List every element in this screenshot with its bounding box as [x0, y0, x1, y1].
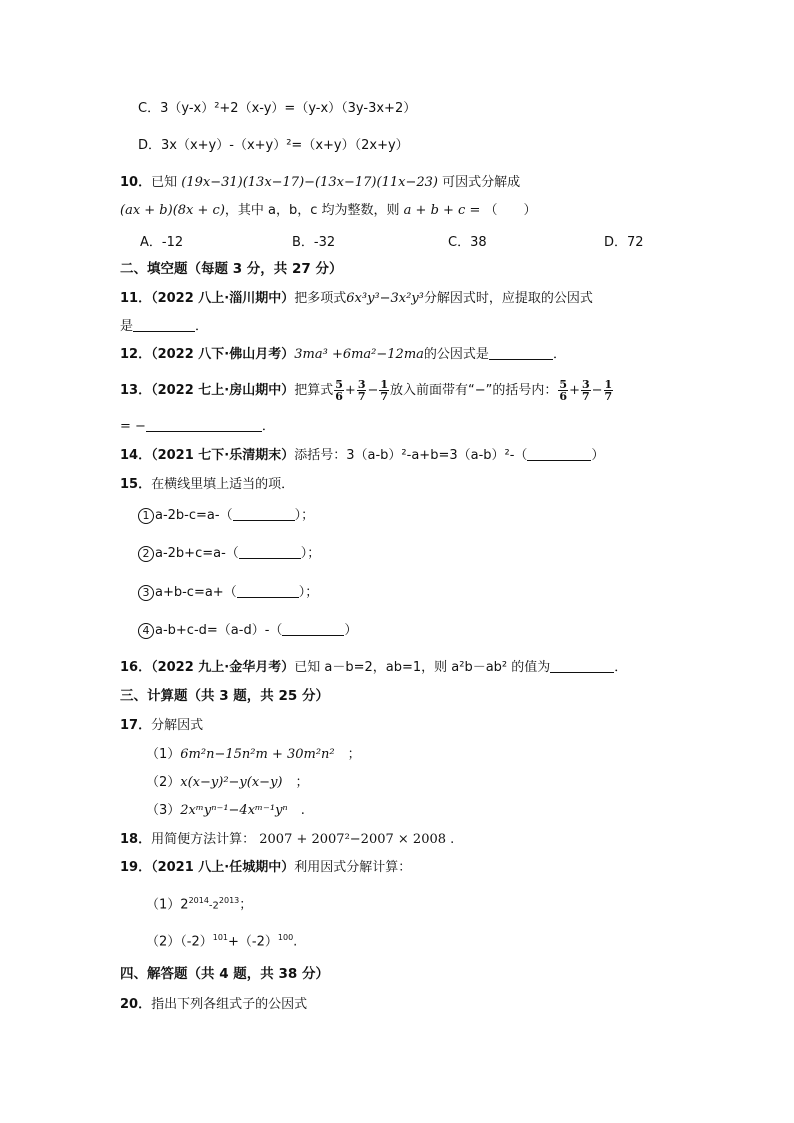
q19-item-1-base: 2 [180, 897, 189, 913]
q12-number: 12． [120, 347, 152, 362]
q18-expression: 2007 + 2007²−2007 × 2008 [259, 832, 447, 847]
q15-item-3-post: ）； [298, 585, 319, 600]
q17-item-1-end: ； [347, 747, 361, 762]
q17-item-2-expression: x(x−y)²−y(x−y) [180, 775, 283, 790]
q14-source: （2021 七下·乐清期末） [151, 448, 295, 463]
q17-text: 分解因式 [151, 718, 204, 733]
q9-option-d: D．3x（x+y）-（x+y）²=（x+y）（2x+y） [138, 138, 409, 153]
q19-line [120, 859, 411, 877]
q14-answer-blank[interactable] [527, 448, 591, 461]
q13-text: 把算式 [294, 383, 334, 398]
q12-end: ． [552, 347, 566, 362]
q13-answer-blank[interactable] [146, 419, 262, 432]
q15-item-2-blank[interactable] [239, 546, 301, 559]
q17-item-2-end: ； [295, 775, 309, 790]
q14-end: ） [591, 448, 605, 463]
q16-text: 已知 a－b=2，ab=1，则 a²b－ab² 的值为 [294, 660, 551, 675]
q20-text: 指出下列各组式子的公因式 [151, 997, 308, 1012]
q10-expression2: (ax + b)(8x + c) [120, 203, 225, 218]
section-4-heading: 四、解答题（共 4 题，共 38 分） [120, 966, 329, 982]
q17-item-1-label: （1） [146, 747, 181, 762]
q10-expression3: a + b + c = [403, 203, 481, 218]
q13-number: 13． [120, 383, 152, 398]
q19-item-1-minus: -2 [208, 900, 219, 912]
q15-text: 在横线里填上适当的项． [151, 477, 295, 492]
q15-item-4-pre: a-b+c-d=（a-d）-（ [155, 623, 283, 638]
q11-text2: 分解因式时，应提取的公因式 [423, 291, 593, 306]
circled-number-icon: 3 [138, 585, 154, 601]
q14-text: 添括号：3（a-b）²-a+b=3（a-b）²-（ [294, 448, 528, 463]
q15-item-1-pre: a-2b-c=a-（ [155, 508, 233, 523]
q15-line [120, 476, 294, 494]
q19-item-2-exponent: 101 [212, 933, 229, 942]
q10-option-d: D．72 [604, 235, 644, 250]
q13-fraction-1: $\frac{5}{6}$ [335, 378, 343, 403]
q19-item-2-mid: +（-2） [228, 934, 278, 950]
q15-item-2 [138, 545, 320, 563]
q13-source: （2022 七上·房山期中） [151, 383, 295, 398]
q19-item-1-exponent: 2014 [188, 896, 209, 905]
section-2-heading: 二、填空题（每题 3 分，共 27 分） [120, 261, 343, 277]
q16-line [120, 659, 627, 677]
q13-line2 [120, 418, 275, 436]
q19-item-2-label: （2） [146, 934, 181, 950]
q10-mid: 可因式分解成 [442, 175, 521, 190]
q15-item-2-pre: a-2b+c=a-（ [155, 546, 239, 561]
q17-item-3-label: （3） [146, 803, 181, 818]
q19-text: 利用因式分解计算： [294, 860, 412, 875]
q15-item-3 [138, 584, 318, 602]
q17-item-1-expression: 6m²n−15n²m + 30m²n² [180, 747, 335, 762]
q17-item-2 [146, 774, 309, 792]
q17-line [120, 717, 203, 735]
q10-option-b: B．-32 [292, 235, 336, 250]
q11-text3: 是 [120, 319, 134, 334]
q12-line [120, 346, 566, 364]
q17-number: 17． [120, 718, 152, 733]
q19-source: （2021 八上·任城期中） [151, 860, 295, 875]
q19-number: 19． [120, 860, 152, 875]
q15-item-1-blank[interactable] [233, 508, 295, 521]
q13-plus: + [344, 383, 356, 398]
q16-answer-blank[interactable] [550, 660, 614, 673]
q15-number: 15． [120, 477, 152, 492]
q15-item-4 [138, 622, 357, 640]
q9-option-c: C．3（y-x）²+2（x-y）=（y-x）（3y-3x+2） [138, 101, 417, 116]
q13-fraction-2b: $\frac{3}{7}$ [581, 378, 590, 403]
q10-option-a: A．-12 [140, 235, 184, 250]
q18-end: . [450, 832, 455, 847]
q11-line1 [120, 290, 593, 308]
q12-polynomial: 3ma³ +6ma²−12ma [294, 347, 424, 362]
q11-polynomial: 6x³y³−3x²y³ [346, 291, 424, 306]
q10-mid2: ，其中 a，b，c 均为整数，则 [224, 203, 400, 218]
q14-line [120, 447, 604, 465]
q13-fraction-1b: $\frac{5}{6}$ [559, 378, 568, 403]
circled-number-icon: 2 [138, 546, 154, 562]
q20-line [120, 996, 307, 1014]
q10-option-c: C．38 [448, 235, 487, 250]
q15-item-3-blank[interactable] [237, 585, 299, 598]
circled-number-icon: 4 [138, 623, 154, 639]
q19-item-1-label: （1） [146, 897, 181, 913]
q19-item-1 [146, 892, 252, 915]
q13-text2: 放入前面带有“−”的括号内： [390, 383, 558, 398]
q19-item-2 [146, 929, 297, 951]
q13-fraction-2: $\frac{3}{7}$ [357, 378, 366, 403]
q10-expression: (19x−31)(13x−17)−(13x−17)(11x−23) [181, 175, 438, 190]
q15-item-2-post: ）； [300, 546, 321, 561]
q11-source: （2022 八上·淄川期中） [151, 291, 295, 306]
q15-item-4-post: ） [344, 623, 358, 638]
q15-item-3-pre: a+b-c=a+（ [155, 585, 237, 600]
q15-item-1 [138, 507, 314, 525]
q13-eq: = − [120, 419, 146, 434]
q20-number: 20． [120, 997, 152, 1012]
q13-end: ． [261, 419, 275, 434]
q16-number: 16． [120, 660, 152, 675]
q17-item-3 [146, 802, 305, 820]
q10-line2 [120, 202, 537, 220]
q17-item-2-label: （2） [146, 775, 181, 790]
q19-item-1-exponent2: 2013 [218, 896, 240, 905]
q10-line1 [120, 174, 520, 192]
q15-item-4-blank[interactable] [282, 623, 344, 636]
q16-source: （2022 九上·金华月考） [151, 660, 295, 675]
q17-item-1 [146, 746, 361, 764]
q11-text: 把多项式 [294, 291, 347, 306]
q19-item-2-base: （-2） [180, 934, 213, 950]
q12-answer-blank[interactable] [489, 347, 553, 360]
q13-minus: − [367, 383, 379, 398]
q10-number: 10． [120, 175, 152, 190]
q13-line1 [120, 376, 614, 406]
q13-fraction-3b: $\frac{1}{7}$ [604, 378, 613, 403]
q19-item-1-end: ； [239, 897, 253, 913]
q13-fraction-3: $\frac{1}{7}$ [380, 378, 389, 403]
q11-answer-blank[interactable] [133, 319, 195, 332]
q19-item-2-end: . [293, 934, 298, 950]
q18-line [120, 831, 454, 849]
q16-end: ． [614, 660, 628, 675]
circled-number-icon: 1 [138, 508, 154, 524]
q17-item-3-expression: 2xᵐyⁿ⁻¹−4xᵐ⁻¹yⁿ [180, 803, 288, 818]
q11-number: 11． [120, 291, 152, 306]
section-3-heading: 三、计算题（共 3 题，共 25 分） [120, 688, 329, 704]
q13-minus-b: − [591, 383, 603, 398]
q18-text: 用简便方法计算： [151, 832, 256, 847]
q11-end: ． [195, 319, 209, 334]
q14-number: 14． [120, 448, 152, 463]
q15-item-1-post: ）； [294, 508, 315, 523]
q12-text: 的公因式是 [423, 347, 489, 362]
q19-item-2-exponent2: 100 [277, 933, 294, 942]
q17-item-3-end: . [300, 803, 305, 818]
q12-source: （2022 八下·佛山月考） [151, 347, 295, 362]
q18-number: 18． [120, 832, 152, 847]
q10-paren: （ ） [484, 203, 537, 218]
q10-pre: 已知 [151, 175, 178, 190]
q11-line2 [120, 318, 208, 336]
q13-plus-b: + [569, 383, 580, 398]
